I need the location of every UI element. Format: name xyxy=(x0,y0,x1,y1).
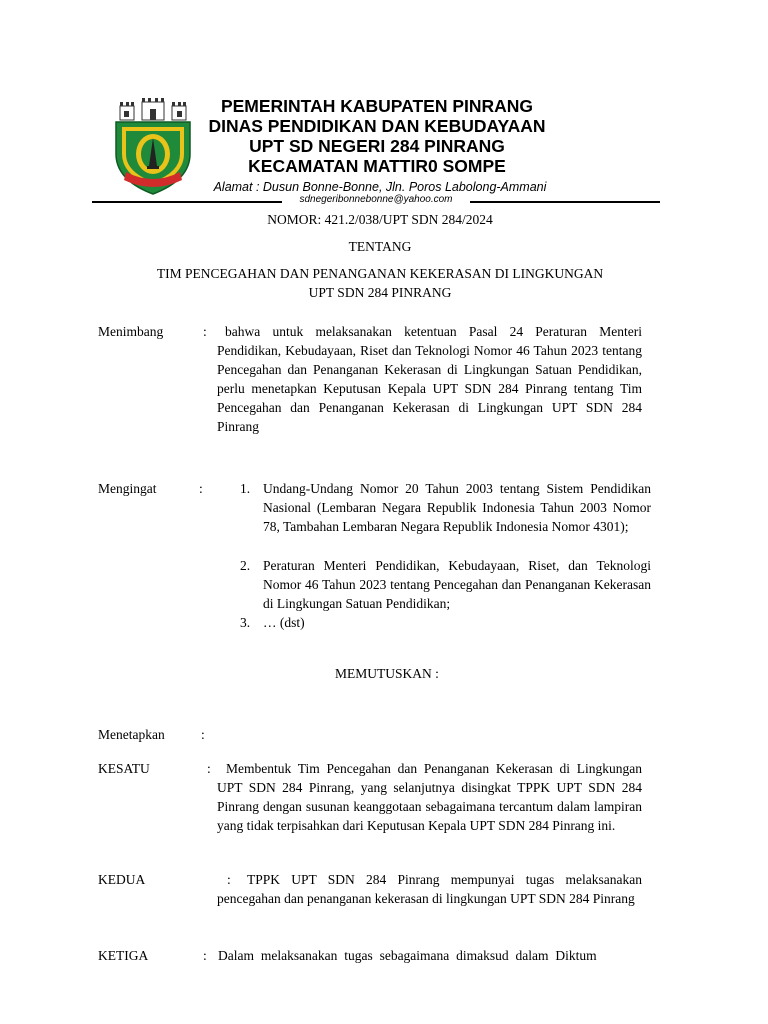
mengingat-item-number: 1. xyxy=(240,481,251,496)
kesatu-text: Membentuk Tim Pencegahan dan Penanganan Kekerasan di Lingkungan UPT SDN 284 Pinrang, yang selanjutnya disingkat TPPK UPT SDN 284 Pinrang dengan susunan keanggotaan sebagaimana tercantum dalam lampiran yang tidak terpisahkan dari Keputusan Kepala UPT SDN 284 Pinrang ini. xyxy=(217,761,642,833)
ketiga-label: KETIGA xyxy=(98,948,149,963)
letterhead-divider-right xyxy=(470,201,660,203)
letterhead-divider-left xyxy=(92,201,282,203)
document-number: NOMOR: 421.2/038/UPT SDN 284/2024 xyxy=(267,212,493,227)
menetapkan-colon: : xyxy=(201,727,205,742)
mengingat-colon: : xyxy=(199,481,203,496)
menimbang-text: bahwa untuk melaksanakan ketentuan Pasal 24 Peraturan Menteri Pendidikan, Kebudayaan, Riset dan Teknologi Nomor 46 Tahun 2023 tentang Pencegahan dan Penanganan Kekerasan di Lingkungan Satuan Pendidikan, perlu menetapkan Keputusan Kepala UPT SDN 284 Pinrang tentang Tim Pencegahan dan Penanganan Kekerasan di Lingkungan UPT SDN 284 Pinrang xyxy=(217,324,642,434)
letterhead-email: sdnegeribonnebonne@yahoo.com xyxy=(299,194,453,205)
menimbang-colon: : xyxy=(203,324,207,339)
menetapkan-label: Menetapkan xyxy=(98,727,165,742)
letterhead-line-department: DINAS PENDIDIKAN DAN KEBUDAYAAN xyxy=(208,116,546,136)
mengingat-item-number: 3. xyxy=(240,615,251,630)
ketiga-text: Dalam melaksanakan tugas sebagaimana dimaksud dalam Diktum xyxy=(218,948,597,963)
kedua-label: KEDUA xyxy=(98,872,146,887)
title-line-1: TIM PENCEGAHAN DAN PENANGANAN KEKERASAN DI LINGKUNGAN xyxy=(156,266,604,281)
kedua-colon: : xyxy=(227,872,231,887)
mengingat-item-text: Peraturan Menteri Pendidikan, Kebudayaan, Riset, dan Teknologi Nomor 46 Tahun 2023 tentang Pencegahan dan Penanganan Kekerasan di Lingkungan Satuan Pendidikan; xyxy=(263,558,651,611)
letterhead-line-district: KECAMATAN MATTIR0 SOMPE xyxy=(248,156,506,176)
letterhead-line-school: UPT SD NEGERI 284 PINRANG xyxy=(249,136,505,156)
memutuskan-heading: MEMUTUSKAN : xyxy=(335,666,439,681)
kesatu-colon: : xyxy=(207,761,211,776)
kedua-text: TPPK UPT SDN 284 Pinrang mempunyai tugas melaksanakan pencegahan dan penanganan kekerasan di lingkungan UPT SDN 284 Pinrang xyxy=(217,872,642,906)
ketiga-colon: : xyxy=(203,948,207,963)
mengingat-item-text: Undang-Undang Nomor 20 Tahun 2003 tentang Sistem Pendidikan Nasional (Lembaran Negara Republik Indonesia Tahun 2003 Nomor 78, Tambahan Lembaran Negara Republik Indonesia Nomor 4301); xyxy=(263,481,651,534)
tentang-heading: TENTANG xyxy=(348,239,412,254)
mengingat-item-text: … (dst) xyxy=(263,615,305,630)
title-line-2: UPT SDN 284 PINRANG xyxy=(308,285,452,300)
mengingat-item-number: 2. xyxy=(240,558,251,573)
letterhead-address: Alamat : Dusun Bonne-Bonne, Jln. Poros Labolong-Ammani xyxy=(213,180,547,194)
kesatu-label: KESATU xyxy=(98,761,150,776)
menimbang-label: Menimbang xyxy=(98,324,164,339)
mengingat-label: Mengingat xyxy=(98,481,157,496)
letterhead-line-government: PEMERINTAH KABUPATEN PINRANG xyxy=(220,96,534,116)
